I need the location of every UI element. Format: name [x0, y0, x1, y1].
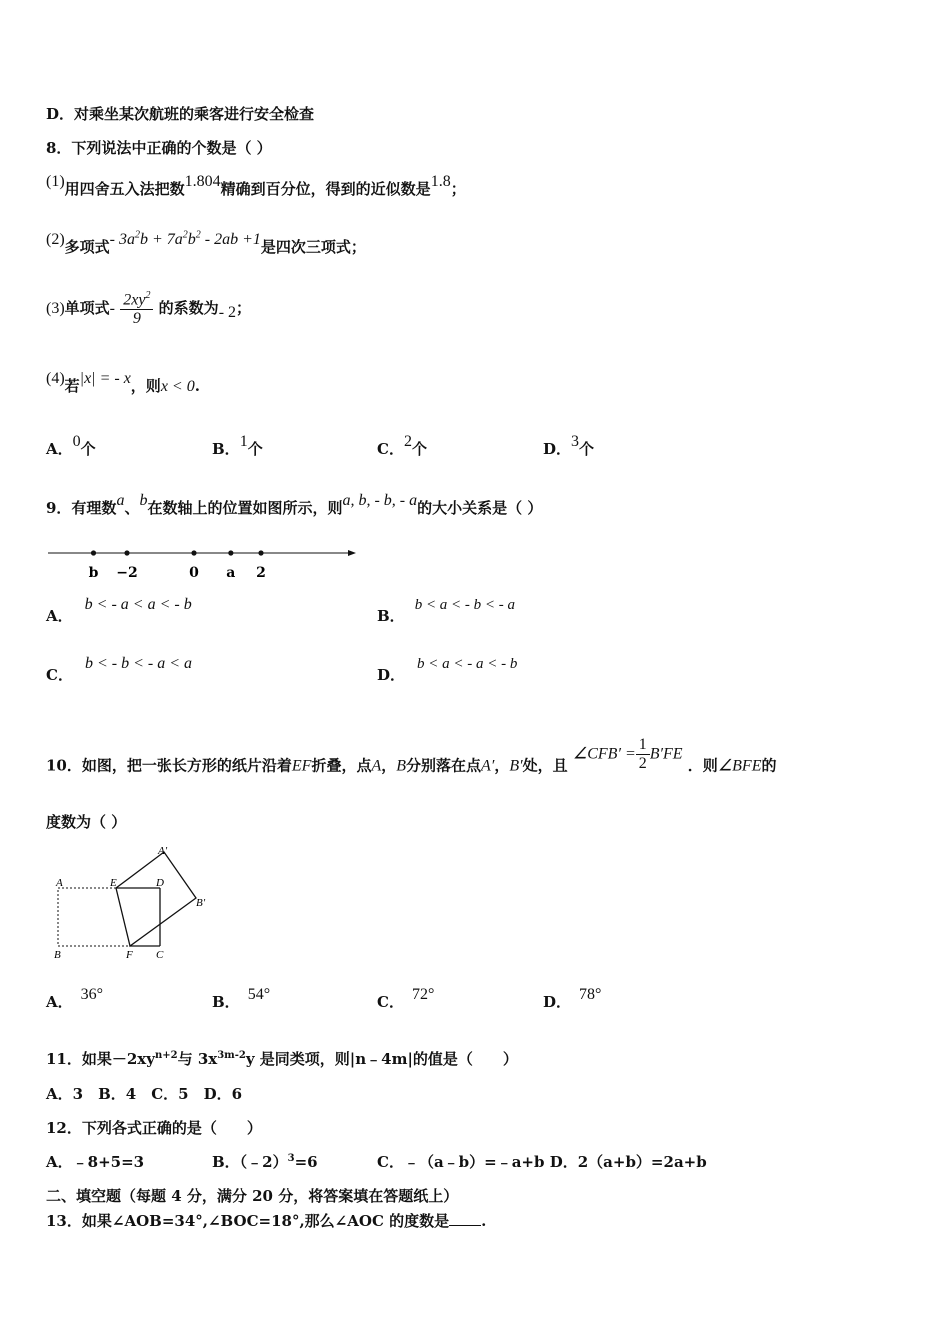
- polynomial-expression: - $3a^2b + 7a^2b^2 - 2ab +1$: [109, 229, 261, 248]
- q8-option-a[interactable]: A．0个: [46, 433, 96, 458]
- q8-statement-1: (1)用四舍五入法把数1.804精确到百分位，得到的近似数是1.8；: [46, 173, 466, 198]
- statement-number: (1): [46, 173, 65, 190]
- q11-options[interactable]: A．3 B．4 C．5 D．6: [46, 1085, 243, 1103]
- statement-number: (3): [46, 300, 65, 318]
- q9-option-b[interactable]: B．b < a < - b < - a: [377, 597, 516, 625]
- q10-option-a[interactable]: A． 36°: [46, 986, 104, 1011]
- section-2-heading: 二、填空题（每题 4 分，满分 20 分，将答案填在答题纸上）: [46, 1187, 459, 1205]
- folded-rectangle-figure: [46, 842, 226, 967]
- number-line-point: [124, 550, 129, 555]
- label-E: E: [110, 877, 117, 889]
- label-B: B: [54, 949, 61, 961]
- q11-stem: 11．如果$-2xy^{n+2}$与 $3x^{3m-2}y$ 是同类项，则|n﹣4m|的值是（ ）: [46, 1050, 518, 1068]
- q7-option-d: D．对乘坐某次航班的乘客进行安全检查: [46, 105, 315, 123]
- q12-option-cd[interactable]: C．﹣（a﹣b）=﹣a+b D．2（a+b）=2a+b: [377, 1153, 707, 1171]
- number-line-label: b: [88, 565, 99, 581]
- q12-stem: 12．下列各式正确的是（ ）: [46, 1119, 262, 1137]
- number-line-label: 2: [256, 565, 266, 581]
- q9-option-a[interactable]: A．b < - a < a < - b: [46, 596, 192, 625]
- q8-statement-2: (2)多项式- $3a^2b + 7a^2b^2 - 2ab +1$是四次三项式；: [46, 229, 366, 256]
- q12-option-b[interactable]: B．（﹣2）$^3$=6: [212, 1153, 318, 1171]
- label-F: F: [126, 949, 133, 961]
- label-C: C: [156, 949, 164, 961]
- q10-option-d[interactable]: D． 78°: [543, 986, 602, 1011]
- number-line-point: [91, 550, 96, 555]
- q10-option-b[interactable]: B． 54°: [212, 986, 271, 1011]
- number-line-figure: [46, 540, 366, 585]
- q8-statement-3: (3)单项式- $\frac{2xy^2}{9}$ 的系数为- 2；: [46, 290, 252, 328]
- original-rectangle-dashed: [58, 888, 160, 946]
- statement-number: (4): [46, 370, 65, 387]
- label-B-prime: B′: [196, 897, 206, 909]
- number-line-point: [258, 550, 263, 555]
- q10-option-c[interactable]: C． 72°: [377, 986, 435, 1011]
- q8-option-b[interactable]: B．1个: [212, 433, 263, 458]
- q10-stem: 10．如图，把一张长方形的纸片沿着EF折叠，点A，B分别落在点A′，B′处，且 ∠CFB′ = $\frac{1}{2}$ B′FE ．则∠BFE的: [46, 736, 777, 775]
- q9-option-d[interactable]: D．b < a < - a < - b: [377, 656, 518, 684]
- number-line-label: 0: [189, 565, 199, 581]
- q12-option-a[interactable]: A．﹣8+5=3: [46, 1153, 145, 1171]
- number-line-point: [191, 550, 196, 555]
- answer-blank[interactable]: [449, 1225, 481, 1226]
- q10-stem-cont: 度数为（ ）: [46, 813, 127, 831]
- number-line-label: −2: [116, 565, 138, 581]
- number-line-label: a: [226, 565, 236, 581]
- label-A: A: [56, 877, 63, 889]
- q9-stem: 9．有理数a、b在数轴上的位置如图所示，则a, b, - b, - a的大小关系是（ ）: [46, 492, 543, 517]
- q8-option-d[interactable]: D．3个: [543, 433, 595, 458]
- monomial-fraction: $\frac{2xy^2}{9}$: [120, 290, 153, 328]
- q8-option-c[interactable]: C．2个: [377, 433, 427, 458]
- folded-part: [116, 852, 196, 946]
- statement-number: (2): [46, 231, 65, 248]
- q8-statement-4: (4)若|x| = - x，则x < 0.: [46, 370, 200, 395]
- number-line-point: [228, 550, 233, 555]
- q9-option-c[interactable]: C．b < - b < - a < a: [46, 655, 192, 684]
- axis-arrow-icon: [348, 550, 356, 556]
- label-D: D: [156, 877, 164, 889]
- q8-stem: 8．下列说法中正确的个数是（ ）: [46, 139, 272, 157]
- label-A-prime: A′: [158, 845, 168, 857]
- q13-stem: 13．如果∠AOB=34°,∠BOC=18°,那么∠AOC 的度数是 .: [46, 1212, 487, 1230]
- angle-equation: ∠CFB′ = $\frac{1}{2}$ B′FE: [572, 736, 683, 772]
